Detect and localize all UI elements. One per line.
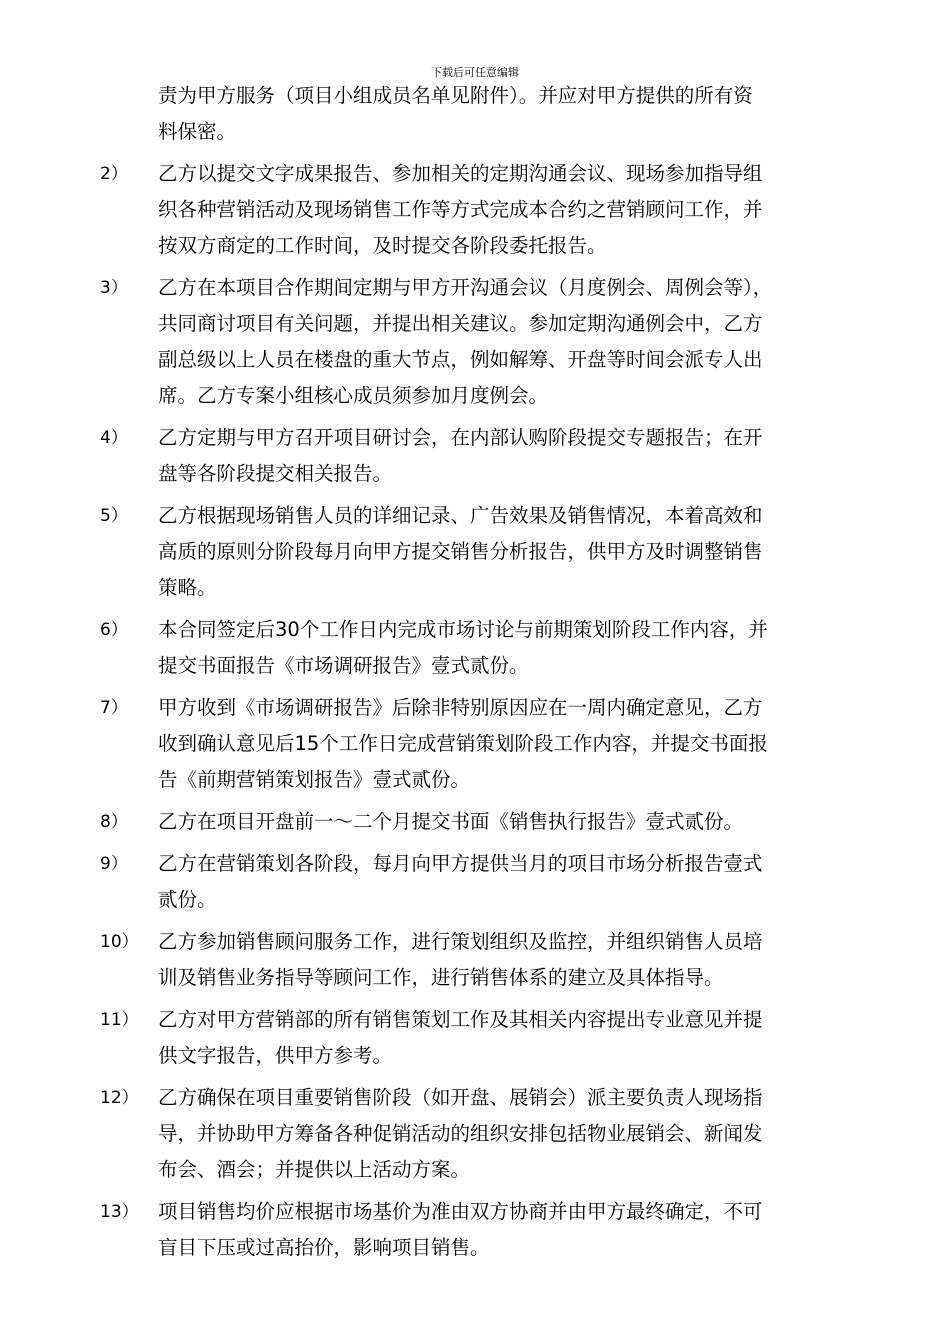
clause-text-line: 乙方在本项目合作期间定期与甲方开沟通会议（月度例会、周例会等）， xyxy=(158,276,773,299)
clause-text-line: 乙方在营销策划各阶段，每月向甲方提供当月的项目市场分析报告壹式 xyxy=(158,852,763,875)
clause-number: 5） xyxy=(100,506,128,526)
clause-text-line: 提交书面报告《市场调研报告》壹式贰份。 xyxy=(158,654,529,677)
clause-text-line: 布会、酒会；并提供以上活动方案。 xyxy=(158,1158,471,1181)
clause-number: 10） xyxy=(100,932,139,952)
clause-text-line: 甲方收到《市场调研报告》后除非特别原因应在一周内确定意见，乙方 xyxy=(158,696,763,719)
clause-number: 3） xyxy=(100,278,128,298)
clause-text-line: 乙方根据现场销售人员的详细记录、广告效果及销售情况，本着高效和 xyxy=(158,504,763,527)
clause-list xyxy=(100,78,900,1272)
clause-text-line: 高质的原则分阶段每月向甲方提交销售分析报告，供甲方及时调整销售 xyxy=(158,540,763,563)
clause-item xyxy=(100,1080,900,1188)
clause-item xyxy=(100,270,900,414)
clause-number: 9） xyxy=(100,854,128,874)
clause-text-line: 供文字报告，供甲方参考。 xyxy=(158,1044,393,1067)
clause-text-line: 策略。 xyxy=(158,576,217,599)
clause-item xyxy=(100,78,900,150)
clause-text-line: 责为甲方服务（项目小组成员名单见附件）。并应对甲方提供的所有资 xyxy=(158,84,753,107)
clause-number: 2） xyxy=(100,164,128,184)
clause-text-line: 共同商讨项目有关问题，并提出相关建议。参加定期沟通例会中，乙方 xyxy=(158,312,763,335)
clause-text-line: 乙方在项目开盘前一～二个月提交书面《销售执行报告》壹式贰份。 xyxy=(158,810,744,833)
page-header: 下载后可任意编辑 xyxy=(431,66,519,79)
clause-text-line: 乙方以提交文字成果报告、参加相关的定期沟通会议、现场参加指导组 xyxy=(158,162,763,185)
clause-text-line: 导，并协助甲方筹备各种促销活动的组织安排包括物业展销会、新闻发 xyxy=(158,1122,763,1145)
clause-number: 11） xyxy=(100,1010,139,1030)
clause-text-line: 乙方定期与甲方召开项目研讨会，在内部认购阶段提交专题报告；在开 xyxy=(158,426,763,449)
clause-item xyxy=(100,1002,900,1074)
clause-text-line: 织各种营销活动及现场销售工作等方式完成本合约之营销顾问工作，并 xyxy=(158,198,763,221)
clause-text-line: 席。乙方专案小组核心成员须参加月度例会。 xyxy=(158,384,549,407)
clause-text-line: 料保密。 xyxy=(158,120,237,143)
clause-text-line: 项目销售均价应根据市场基价为准由双方协商并由甲方最终确定，不可 xyxy=(158,1200,763,1223)
clause-text-line: 告《前期营销策划报告》壹式贰份。 xyxy=(158,768,471,791)
clause-text-line: 收到确认意见后15个工作日完成营销策划阶段工作内容，并提交书面报 xyxy=(158,732,768,755)
clause-text-line: 乙方参加销售顾问服务工作，进行策划组织及监控，并组织销售人员培 xyxy=(158,930,763,953)
clause-number: 12） xyxy=(100,1088,139,1108)
clause-text-line: 盘等各阶段提交相关报告。 xyxy=(158,462,393,485)
clause-number: 4） xyxy=(100,428,128,448)
clause-text-line: 贰份。 xyxy=(158,888,217,911)
clause-item xyxy=(100,612,900,684)
clause-item xyxy=(100,156,900,264)
clause-number: 6） xyxy=(100,620,128,640)
clause-text-line: 盲目下压或过高抬价，影响项目销售。 xyxy=(158,1236,490,1259)
clause-number: 8） xyxy=(100,812,128,832)
clause-item xyxy=(100,420,900,492)
clause-text-line: 训及销售业务指导等顾问工作，进行销售体系的建立及具体指导。 xyxy=(158,966,724,989)
clause-item xyxy=(100,498,900,606)
clause-text-line: 乙方对甲方营销部的所有销售策划工作及其相关内容提出专业意见并提 xyxy=(158,1008,763,1031)
clause-item xyxy=(100,924,900,996)
clause-item xyxy=(100,1194,900,1266)
clause-text-line: 本合同签定后30个工作日内完成市场讨论与前期策划阶段工作内容，并 xyxy=(158,618,768,641)
clause-text-line: 副总级以上人员在楼盘的重大节点，例如解筹、开盘等时间会派专人出 xyxy=(158,348,763,371)
clause-number: 13） xyxy=(100,1202,139,1222)
clause-item xyxy=(100,690,900,798)
clause-number: 7） xyxy=(100,698,128,718)
clause-item xyxy=(100,846,900,918)
clause-item xyxy=(100,804,900,840)
clause-text-line: 按双方商定的工作时间，及时提交各阶段委托报告。 xyxy=(158,234,607,257)
clause-text-line: 乙方确保在项目重要销售阶段（如开盘、展销会）派主要负责人现场指 xyxy=(158,1086,763,1109)
